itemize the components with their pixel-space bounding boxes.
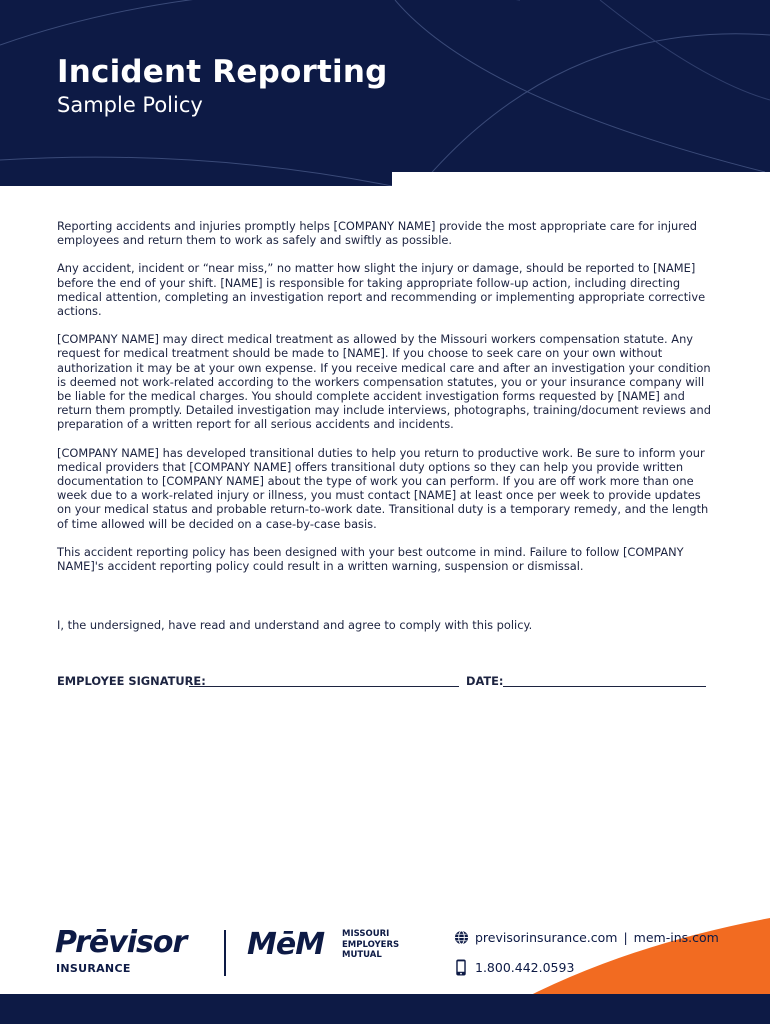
phone-icon xyxy=(453,959,469,975)
separator: | xyxy=(623,929,628,945)
footer-bar xyxy=(0,994,770,1024)
date-label: DATE: xyxy=(466,674,504,688)
employee-signature-label: EMPLOYEE SIGNATURE: xyxy=(57,674,206,688)
mem-sub-line: MUTUAL xyxy=(342,950,382,960)
phone-row xyxy=(453,957,574,977)
acknowledgement-text: I, the undersigned, have read and understand and agree to comply with this policy. xyxy=(57,618,533,632)
mem-sub-line: EMPLOYERS xyxy=(342,939,400,950)
contact-info xyxy=(453,927,763,979)
page-title: Incident Reporting xyxy=(57,54,388,90)
previsor-logo: Prēvisor xyxy=(55,925,187,960)
paragraph: Any accident, incident or “near miss,” no matter how slight the injury or damage, should be reported to [NAME] before the end of your shift. [NAME] is responsible for taking appropriate follow-up action, including directing medical attention, completing an investigation report and recommending or implementing appropriate corrective actions. xyxy=(57,261,706,319)
globe-icon xyxy=(453,929,469,945)
mem-sub-line: MISSOURI xyxy=(342,929,390,939)
previsor-logo-subtext: INSURANCE xyxy=(56,962,131,975)
phone-number[interactable]: 1.800.442.0593 xyxy=(475,959,575,975)
paragraph: [COMPANY NAME] may direct medical treatment as allowed by the Missouri workers compensation statute. Any request for medical treatment should be made to [NAME]. If you choose to seek care on your own without authorization it may be at your own expense. If you receive medical care and after an investigation your condition is deemed not work-related according to the workers compensation statutes, you or your insurance company will be liable for the medical charges. You should complete accident investigation forms requested by [NAME] and return them promptly. Detailed investigation may include interviews, photographs, training/document reviews and preparation of a written report for all serious accidents and incidents. xyxy=(57,332,711,432)
page-subtitle: Sample Policy xyxy=(57,93,203,117)
paragraph: Reporting accidents and injuries promptly helps [COMPANY NAME] provide the most appropriate care for injured employees and return them to work as safely and swiftly as possible. xyxy=(57,219,697,248)
paragraph: This accident reporting policy has been designed with your best outcome in mind. Failure to follow [COMPANY NAME]'s accident reporting policy could result in a written warning, suspension or dismissal. xyxy=(57,544,684,574)
mem-logo: MēM xyxy=(247,927,325,962)
website-link-mem[interactable]: mem-ins.com xyxy=(633,929,719,945)
website-row xyxy=(453,927,719,947)
paragraph: [COMPANY NAME] has developed transitional duties to help you return to productive work. Be sure to inform your medical providers that [COMPANY NAME] offers transitional duty options so they can help you provide written documentation to [COMPANY NAME] about the type of work you can perform. If you are off work more than one week due to a work-related injury or illness, you must contact [NAME] at least once per week to provide updates on your medical status and probable return-to-work date. Transitional duty is a temporary remedy, and the length of time allowed will be decided on a case-by-case basis. xyxy=(57,445,709,531)
website-link-previsor[interactable]: previsorinsurance.com xyxy=(475,929,618,945)
